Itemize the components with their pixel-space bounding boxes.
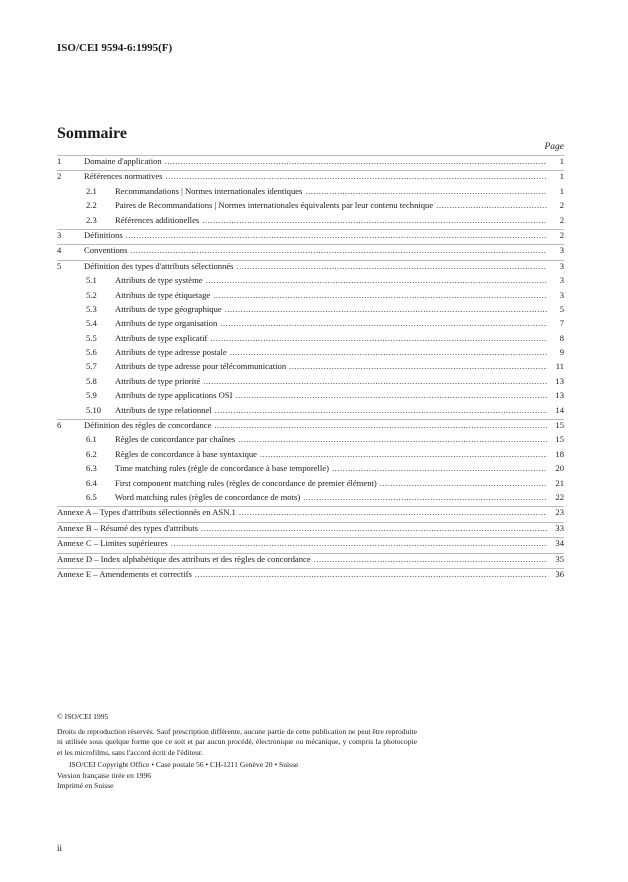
- toc-entry-number: 6.4: [86, 477, 97, 488]
- toc-entry-number: 2.3: [86, 214, 97, 225]
- toc-entry[interactable]: [57, 347, 564, 361]
- toc-entry-page: 3: [559, 245, 564, 256]
- dot-leader: [126, 230, 547, 240]
- toc-entry[interactable]: [57, 568, 564, 583]
- toc-entry-number: 5: [57, 260, 62, 271]
- toc-entry-page: 1: [559, 171, 564, 182]
- toc-entry-page: 33: [555, 522, 564, 533]
- dot-leader: [225, 304, 547, 314]
- page-number: ii: [57, 843, 63, 853]
- copyright-office: ISO/CEI Copyright Office • Case postale 56 • CH-1211 Genève 20 • Suisse: [69, 760, 299, 769]
- dot-leader: [165, 156, 547, 166]
- toc-entry[interactable]: [57, 260, 564, 275]
- dot-leader: [380, 478, 547, 488]
- toc-entry[interactable]: [57, 244, 564, 259]
- toc-entry-number: 6.1: [86, 434, 97, 445]
- toc-entry-number: 5.5: [86, 332, 97, 343]
- copyright-notice: [57, 712, 417, 792]
- toc-entry-page: 1: [559, 185, 564, 196]
- toc-entry-page: 8: [559, 332, 564, 343]
- dot-leader: [220, 318, 547, 328]
- toc-entry-title: Références additionelles: [115, 214, 200, 225]
- dot-leader: [206, 275, 547, 285]
- toc-entry-title: Attributs de type géographique: [115, 303, 222, 314]
- toc-entry-title: Attributs de type explicatif: [115, 332, 208, 343]
- dot-leader: [210, 333, 547, 343]
- toc-entry-number: 5.9: [86, 390, 97, 401]
- toc-entry-page: 3: [559, 275, 564, 286]
- dot-leader: [303, 492, 547, 502]
- toc-title: Sommaire: [57, 125, 127, 142]
- toc-entry[interactable]: [57, 478, 564, 492]
- toc-entry-page: 23: [555, 507, 564, 518]
- toc-entry-page: 13: [555, 375, 564, 386]
- toc-entry-title: Annexe A – Types d'attributs sélectionnés en ASN.1: [57, 507, 236, 518]
- toc-entry-page: 34: [555, 538, 564, 549]
- dot-leader: [305, 186, 547, 196]
- toc-entry-number: 6.2: [86, 448, 97, 459]
- toc-entry-page: 35: [555, 553, 564, 564]
- toc-entry-title: Attributs de type adresse pour télécommunication: [115, 361, 287, 372]
- toc-entry[interactable]: [57, 304, 564, 318]
- dot-leader: [289, 361, 547, 371]
- toc-entry-title: Time matching rules (règle de concordance à base temporelle): [115, 463, 329, 474]
- toc-entry[interactable]: [57, 390, 564, 404]
- toc-entry[interactable]: [57, 170, 564, 185]
- toc-entry-number: 6.3: [86, 463, 97, 474]
- toc-entry-page: 5: [559, 303, 564, 314]
- toc-entry-page: 2: [559, 200, 564, 211]
- toc-entry[interactable]: [57, 361, 564, 375]
- toc-entry-page: 3: [559, 289, 564, 300]
- dot-leader: [215, 405, 547, 415]
- toc-entry-number: 6.5: [86, 491, 97, 502]
- dot-leader: [171, 538, 547, 548]
- toc-entry-number: 3: [57, 229, 62, 240]
- toc-entry-number: 5.2: [86, 289, 97, 300]
- dot-leader: [238, 434, 547, 444]
- toc-entry[interactable]: [57, 506, 564, 521]
- toc-entry-number: 2.1: [86, 185, 97, 196]
- version-line: Version française tirée en 1996: [57, 770, 152, 780]
- toc-entry-title: Conventions: [84, 245, 128, 256]
- toc-entry-page: 13: [555, 390, 564, 401]
- dot-leader: [237, 261, 547, 271]
- toc-entry[interactable]: [57, 463, 564, 477]
- toc-entry-number: 2: [57, 171, 62, 182]
- dot-leader: [239, 507, 547, 517]
- toc-entry[interactable]: [57, 229, 564, 244]
- dot-leader: [314, 554, 547, 564]
- toc-entry-title: Attributs de type étiquetage: [115, 289, 211, 300]
- toc-entry-title: Annexe C – Limites supérieures: [57, 538, 168, 549]
- toc-entry-title: Attributs de type relationnel: [115, 404, 212, 415]
- toc-entry-title: Recommandations | Normes internationales identiques: [115, 185, 303, 196]
- toc-entry-page: 3: [559, 260, 564, 271]
- toc-entry[interactable]: [57, 492, 564, 506]
- page-column-label: Page: [544, 142, 564, 152]
- toc-entry[interactable]: [57, 275, 564, 289]
- dot-leader: [214, 420, 547, 430]
- toc-entry-title: Définition des règles de concordance: [84, 420, 212, 431]
- toc-entry-title: Word matching rules (règles de concordance de mots): [115, 491, 301, 502]
- dot-leader: [202, 215, 547, 225]
- toc-entry-number: 5.6: [86, 347, 97, 358]
- toc-entry-title: Définition des types d'attributs sélectionnés: [84, 260, 234, 271]
- table-of-contents: [57, 155, 564, 583]
- toc-entry-title: Références normatives: [84, 171, 163, 182]
- toc-entry-page: 7: [559, 318, 564, 329]
- document-reference: ISO/CEI 9594-6:1995(F): [57, 42, 173, 54]
- toc-entry-number: 4: [57, 245, 62, 256]
- toc-entry-title: Attributs de type organisation: [115, 318, 218, 329]
- toc-entry-title: Attributs de type système: [115, 275, 203, 286]
- toc-entry-number: 5.3: [86, 303, 97, 314]
- toc-entry-title: Règles de concordance par chaînes: [115, 434, 236, 445]
- toc-entry[interactable]: [57, 419, 564, 434]
- dot-leader: [332, 463, 547, 473]
- toc-entry[interactable]: [57, 553, 564, 568]
- toc-entry-number: 1: [57, 156, 62, 166]
- toc-entry-number: 2.2: [86, 200, 97, 211]
- toc-entry-title: Attributs de type applications OSI: [115, 390, 233, 401]
- toc-entry-page: 2: [559, 214, 564, 225]
- dot-leader: [230, 347, 547, 357]
- toc-entry-number: 5.10: [86, 404, 102, 415]
- toc-entry-page: 14: [555, 404, 564, 415]
- toc-entry-page: 21: [555, 477, 564, 488]
- toc-entry[interactable]: [57, 522, 564, 537]
- toc-entry-page: 9: [559, 347, 564, 358]
- dot-leader: [213, 290, 547, 300]
- dot-leader: [195, 569, 547, 579]
- toc-entry-title: Annexe B – Résumé des types d'attributs: [57, 522, 198, 533]
- dot-leader: [235, 390, 547, 400]
- toc-entry-number: 5.1: [86, 275, 97, 286]
- toc-entry[interactable]: [57, 200, 564, 214]
- toc-entry[interactable]: [57, 318, 564, 332]
- toc-entry-title: First component matching rules (règles de concordance de premier élément): [115, 477, 377, 488]
- toc-entry-number: 5.8: [86, 375, 97, 386]
- toc-entry[interactable]: [57, 405, 564, 419]
- dot-leader: [201, 523, 547, 533]
- dot-leader: [166, 171, 547, 181]
- dot-leader: [260, 449, 547, 459]
- toc-entry-title: Paires de Recommandations | Normes internationales équivalents par leur contenu technique: [115, 200, 434, 211]
- toc-entry[interactable]: [57, 449, 564, 463]
- toc-entry-number: 5.4: [86, 318, 97, 329]
- toc-entry-page: 2: [559, 229, 564, 240]
- toc-entry-title: Attributs de type adresse postale: [115, 347, 227, 358]
- toc-entry[interactable]: [57, 333, 564, 347]
- toc-entry[interactable]: [57, 537, 564, 552]
- toc-entry-title: Annexe E – Amendements et correctifs: [57, 568, 192, 579]
- toc-entry[interactable]: [57, 186, 564, 200]
- toc-entry[interactable]: [57, 155, 564, 170]
- toc-entry-title: Règles de concordance à base syntaxique: [115, 448, 257, 459]
- toc-entry[interactable]: [57, 376, 564, 390]
- toc-entry[interactable]: [57, 434, 564, 448]
- dot-leader: [203, 376, 547, 386]
- dot-leader: [130, 245, 547, 255]
- toc-entry-title: Domaine d'application: [84, 156, 162, 166]
- toc-entry-page: 15: [555, 420, 564, 431]
- rights-statement: Droits de reproduction réservés. Sauf prescription différente, aucune partie de cette publication ne peut être reproduite ni utilisée sous quelque forme que ce soit et par aucun procédé, électronique ou mécanique, y compris la photocopie et les microfilms, sans l'accord écrit de l'éditeur.: [57, 726, 417, 757]
- printed-line: Imprimé en Suisse: [57, 781, 114, 790]
- toc-entry-page: 11: [555, 361, 564, 372]
- toc-entry-page: 18: [555, 448, 564, 459]
- toc-entry-page: 20: [555, 463, 564, 474]
- toc-entry-page: 15: [555, 434, 564, 445]
- toc-entry-number: 5.7: [86, 361, 97, 372]
- toc-entry-title: Définitions: [84, 229, 123, 240]
- toc-entry-title: Annexe D – Index alphabétique des attributs et des règles de concordance: [57, 553, 311, 564]
- toc-entry-page: 22: [555, 491, 564, 502]
- copyright-line: © ISO/CEI 1995: [57, 712, 109, 721]
- toc-entry-page: 1: [559, 156, 564, 166]
- toc-entry[interactable]: [57, 215, 564, 229]
- dot-leader: [436, 200, 547, 210]
- toc-entry-page: 36: [555, 568, 564, 579]
- toc-entry-number: 6: [57, 420, 62, 431]
- toc-entry[interactable]: [57, 290, 564, 304]
- toc-entry-title: Attributs de type priorité: [115, 375, 201, 386]
